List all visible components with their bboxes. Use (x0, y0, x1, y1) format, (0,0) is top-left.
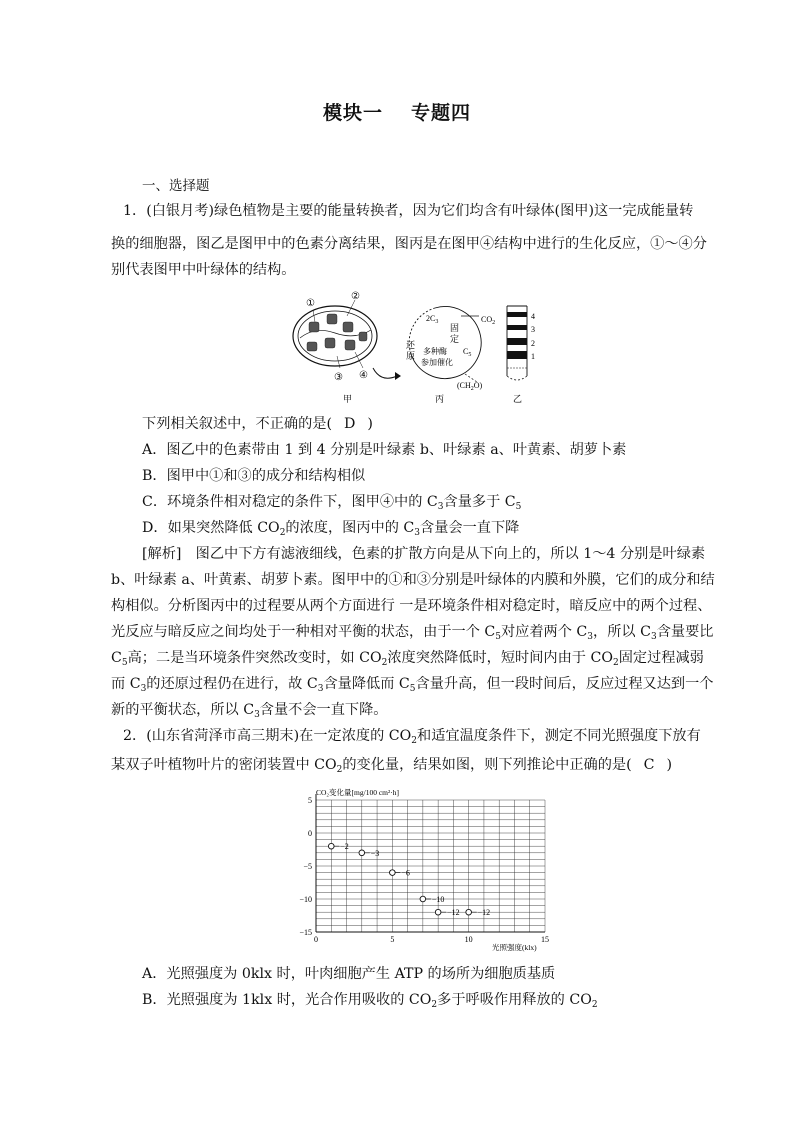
q1-analysis-line-3: 构相似。分析图丙中的过程要从两个方面进行 一是环境条件相对稳定时，暗反应中的两个过程、 (111, 598, 712, 614)
q1-answer: D (343, 416, 356, 432)
topic-label: 专题四 (411, 102, 472, 124)
data-point (328, 843, 334, 849)
q2-line-1: 2．(山东省菏泽市高三期末)在一定浓度的 $CO_2$和适宜温度条件下，测定不同光照强度下放有 (123, 728, 701, 746)
q1-line-3: 别代表图甲中叶绿体的结构。 (111, 262, 296, 278)
q1-analysis-line-4: 光反应与暗反应之间均处于一种相对平衡的状态，由于一个 $C_5$对应着两个 $C_3$，所以 $C_3$含量要比 (111, 624, 714, 642)
page-title (0, 98, 794, 125)
caption-yi: 乙 (513, 394, 523, 404)
chart-marks (328, 842, 490, 917)
point-label: −2 (340, 842, 349, 852)
y-tick-label: −15 (299, 928, 312, 937)
y-tick-label: 5 (308, 796, 312, 805)
chart-axes (316, 794, 545, 932)
q2-option-b: B．光照强度为 1klx 时，光合作用吸收的 $CO_2$多于呼吸作用释放的 $CO_2$ (142, 992, 598, 1010)
q1-analysis-line-7: 新的平衡状态，所以 $C_3$含量不会一直下降。 (111, 702, 388, 720)
arrowhead-icon (395, 372, 401, 380)
marker-2: ② (351, 291, 360, 302)
calvin-cycle-diagram (406, 307, 495, 404)
caption-jia: 甲 (343, 394, 353, 404)
point-label: −10 (431, 895, 445, 904)
point-label: −3 (370, 848, 380, 858)
label-fix-1: 固 (450, 323, 460, 333)
q1-figure (285, 288, 545, 408)
marker-1: ① (306, 298, 315, 309)
data-point (359, 850, 365, 856)
q1-analysis-line-1: [解析] 图乙中下方有滤液细线，色素的扩散方向是从下向上的，所以 1～4 分别是叶绿素 (142, 546, 706, 562)
label-fix-2: 定 (450, 334, 460, 344)
x-tick-label: 10 (464, 935, 473, 944)
q1-analysis-line-6: 而 $C_3$的还原过程仍在进行，故 $C_3$含量降低而 $C_5$含量升高，但一段时间后，反应过程又达到一个 (111, 676, 714, 694)
co2-chart (280, 783, 570, 953)
point-label: −12 (447, 908, 460, 918)
x-tick-label: 0 (314, 935, 318, 944)
q2-option-a: A．光照强度为 0klx 时，叶肉细胞产生 ATP 的场所为细胞质基质 (142, 966, 556, 982)
label-red-1: 还 (406, 340, 416, 350)
caption-bing: 丙 (435, 394, 445, 404)
arrow-to-bing (373, 368, 397, 378)
q1-analysis-line-2: b、叶绿素 a、叶黄素、胡萝卜素。图甲中的①和③分别是叶绿体的内膜和外膜，它们的成分和结 (111, 572, 715, 588)
y-tick-label: 0 (308, 829, 312, 838)
band-label-2: 2 (531, 339, 535, 348)
band-label-4: 4 (531, 312, 535, 321)
marker-3: ③ (334, 372, 343, 383)
label-enzyme-2: 参加催化 (421, 358, 453, 367)
label-c3: $C_5$ (463, 347, 472, 358)
chart-grid (316, 800, 545, 932)
x-tick-label: 15 (541, 935, 549, 944)
x-tick-label: 5 (390, 935, 395, 944)
q1-option-c: C．环境条件相对稳定的条件下，图甲④中的 $C_3$含量多于 $C_5$ (142, 494, 522, 512)
band-label-1: 1 (531, 352, 535, 361)
q2-answer: C (643, 757, 655, 773)
q1-option-a: A．图乙中的色素带由 1 到 4 分别是叶绿素 b、叶绿素 a、叶黄素、胡萝卜素 (142, 442, 627, 458)
label-2c3: $2C_3$ (426, 314, 439, 325)
chloroplast-diagram (293, 291, 377, 404)
chart-xlabel: 光照强度(klx) (492, 943, 537, 952)
q1-line-1: 1．(白银月考)绿色植物是主要的能量转换者，因为它们均含有叶绿体(图甲)这一完成能量转 (123, 203, 694, 219)
label-enzyme-1: 多种酶 (423, 347, 447, 356)
label-ch2o: $(CH_2O)$ (457, 381, 483, 392)
y-tick-label: −5 (303, 862, 312, 871)
q2-line-2: 某双子叶植物叶片的密闭装置中 $CO_2$的变化量，结果如图，则下列推论中正确的是( C ) (111, 757, 673, 775)
section-label: 一、选择题 (142, 178, 210, 194)
chromatogram-diagram (507, 306, 535, 404)
point-label: −6 (401, 868, 410, 878)
band-label-3: 3 (531, 325, 535, 334)
chart-ylabel: CO₂变化量[mg/100 cm²·h] (316, 788, 399, 797)
q1-analysis-line-5: $C_5$高；二是当环境条件突然改变时，如 $CO_2$浓度突然降低时，短时间内由于 $CO_2$固定过程减弱 (111, 650, 704, 668)
data-point (390, 870, 396, 876)
module-label: 模块一 (322, 102, 383, 124)
y-tick-label: −10 (299, 895, 312, 904)
q1-line-2: 换的细胞器，图乙是图甲中的色素分离结果，图丙是在图甲④结构中进行的生化反应，①～④分 (111, 236, 707, 252)
data-point (435, 909, 441, 915)
q1-stem: 下列相关叙述中，不正确的是( D ) (142, 416, 373, 432)
label-red-2: 原 (406, 351, 416, 361)
marker-4: ④ (359, 370, 368, 381)
point-label: −12 (477, 908, 491, 918)
chart-ticks (299, 796, 549, 944)
data-point (420, 896, 426, 902)
label-co2: $CO_2$ (481, 315, 496, 326)
q1-option-b: B．图甲中①和③的成分和结构相似 (142, 468, 366, 484)
data-point (466, 909, 472, 915)
q1-option-d: D．如果突然降低 $CO_2$的浓度，图丙中的 $C_3$含量会一直下降 (142, 520, 520, 538)
